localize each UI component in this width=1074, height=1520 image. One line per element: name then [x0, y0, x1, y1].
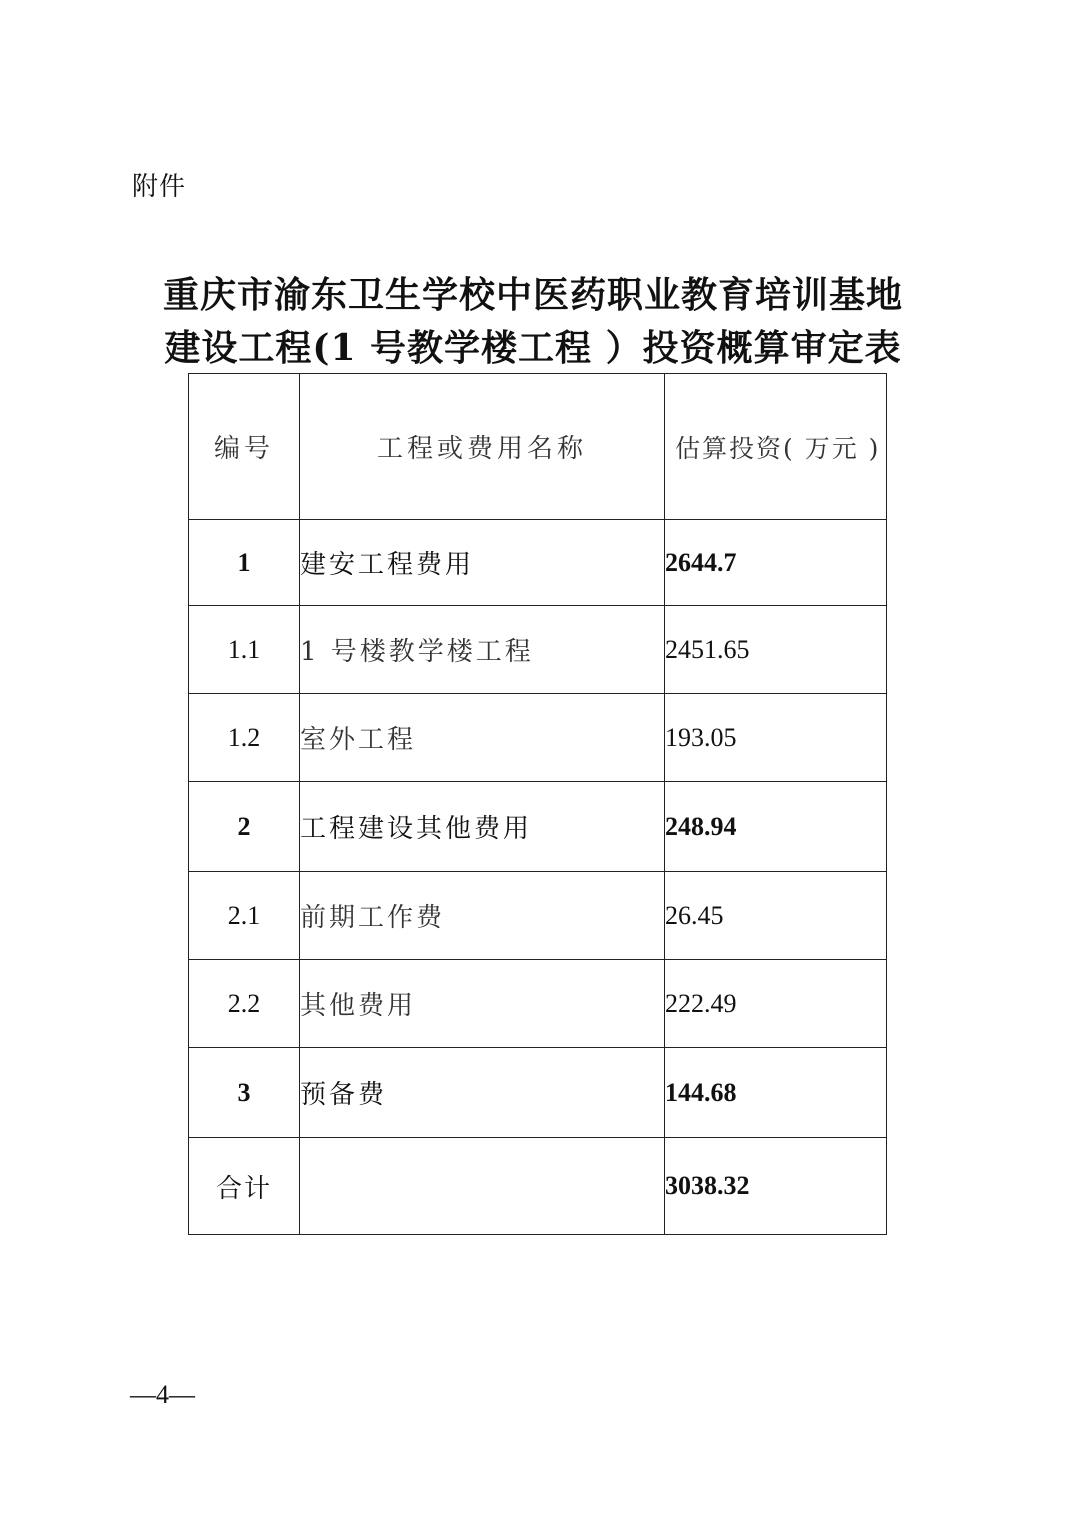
row-item-name: 建安工程费用 [300, 520, 665, 606]
table-row [189, 960, 887, 1048]
row-item-name: 室外工程 [300, 694, 665, 782]
row-amount: 144.68 [665, 1048, 887, 1138]
header-number: 编号 [189, 374, 300, 520]
header-amount: 估算投资( 万元 ) [665, 374, 887, 520]
row-number: 1.2 [189, 694, 300, 782]
total-amount: 3038.32 [665, 1138, 887, 1235]
row-item-name: 其他费用 [300, 960, 665, 1048]
row-amount: 248.94 [665, 782, 887, 872]
table-total-row [189, 1138, 887, 1235]
row-number: 2.1 [189, 872, 300, 960]
header-item-name: 工程或费用名称 [300, 374, 665, 520]
table-row [189, 782, 887, 872]
table-row [189, 1048, 887, 1138]
row-number: 3 [189, 1048, 300, 1138]
document-title-line-1: 重庆市渝东卫生学校中医药职业教育培训基地 [162, 274, 903, 316]
table-header-row [189, 374, 887, 520]
attachment-label: 附件 [132, 172, 187, 202]
budget-table [188, 373, 887, 1235]
row-number: 1.1 [189, 606, 300, 694]
row-item-name: 预备费 [300, 1048, 665, 1138]
total-label: 合计 [189, 1138, 300, 1235]
document-title-line-2: 建设工程(1 号教学楼工程 ）投资概算审定表 [164, 327, 902, 369]
row-item-name: 前期工作费 [300, 872, 665, 960]
row-number: 2 [189, 782, 300, 872]
total-item-name [300, 1138, 665, 1235]
row-amount: 2644.7 [665, 520, 887, 606]
row-item-name: 1 号楼教学楼工程 [300, 606, 665, 694]
page-number: —4— [130, 1380, 195, 1409]
row-amount: 222.49 [665, 960, 887, 1048]
table-row [189, 520, 887, 606]
row-amount: 193.05 [665, 694, 887, 782]
table-row [189, 694, 887, 782]
row-item-name: 工程建设其他费用 [300, 782, 665, 872]
row-number: 1 [189, 520, 300, 606]
row-amount: 2451.65 [665, 606, 887, 694]
table-row [189, 872, 887, 960]
row-number: 2.2 [189, 960, 300, 1048]
row-amount: 26.45 [665, 872, 887, 960]
table-row [189, 606, 887, 694]
